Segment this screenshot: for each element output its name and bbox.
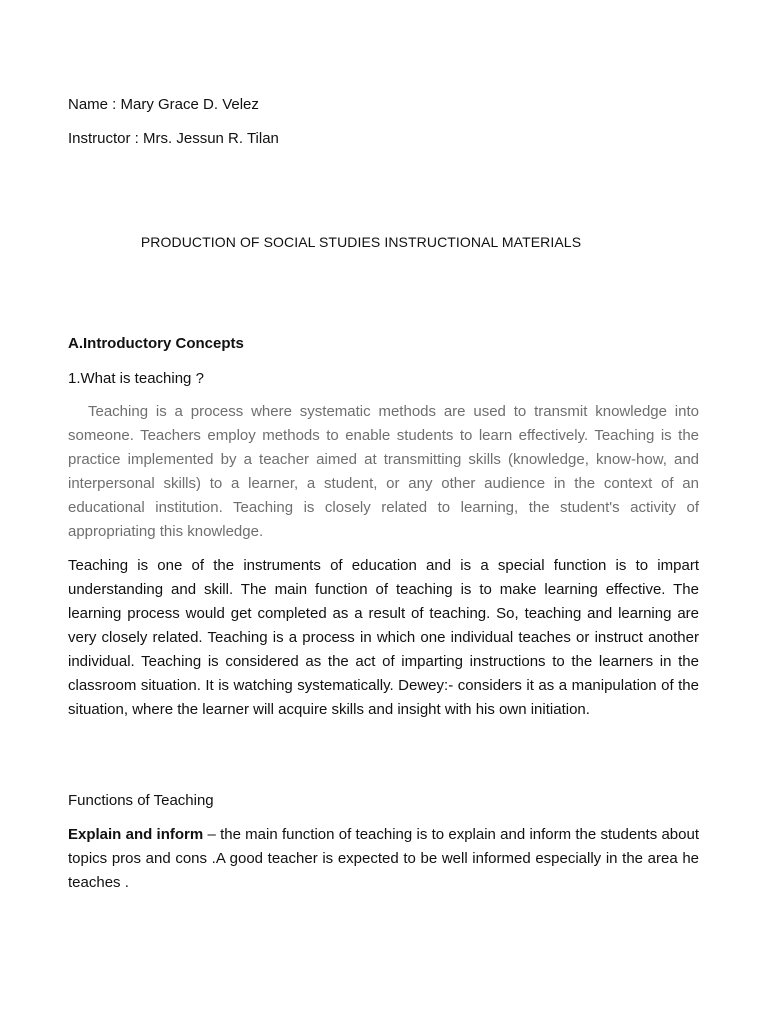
explain-text: – the main function of teaching is to explain and inform the students about topics pros and cons .A good teacher is expected to be well informed especially in the area he teaches . <box>68 826 699 891</box>
functions-heading: Functions of Teaching <box>68 792 214 809</box>
section-heading: A.Introductory Concepts <box>68 335 244 352</box>
explain-term: Explain and inform <box>68 826 204 843</box>
student-name: Name : Mary Grace D. Velez <box>68 96 259 113</box>
definition-paragraph: Teaching is a process where systematic methods are used to transmit knowledge into someone. Teachers employ methods to enable students to learn effectively. Teaching is the practice implemented by a teacher aimed at transmitting skills (knowledge, know-how, and interpersonal skills) to a learner, a student, or any other audience in the context of an educational institution. Teaching is closely related to learning, the student's activity of appropriating this knowledge. <box>68 403 699 540</box>
explain-paragraph <box>68 823 699 895</box>
body-paragraph: Teaching is one of the instruments of education and is a special function is to impart understanding and skill. The main function of teaching is to make learning effective. The learning process would get completed as a result of teaching. So, teaching and learning are very closely related. Teaching is a process in which one individual teaches or instruct another individual. Teaching is considered as the act of imparting instructions to the learners in the classroom situation. It is watching systematically. Dewey:- considers it as a manipulation of the situation, where the learner will acquire skills and insight with his own initiation. <box>68 557 699 718</box>
instructor-name: Instructor : Mrs. Jessun R. Tilan <box>68 130 279 147</box>
question-heading: 1.What is teaching ? <box>68 370 204 387</box>
document-title: PRODUCTION OF SOCIAL STUDIES INSTRUCTIONAL MATERIALS <box>140 234 582 250</box>
